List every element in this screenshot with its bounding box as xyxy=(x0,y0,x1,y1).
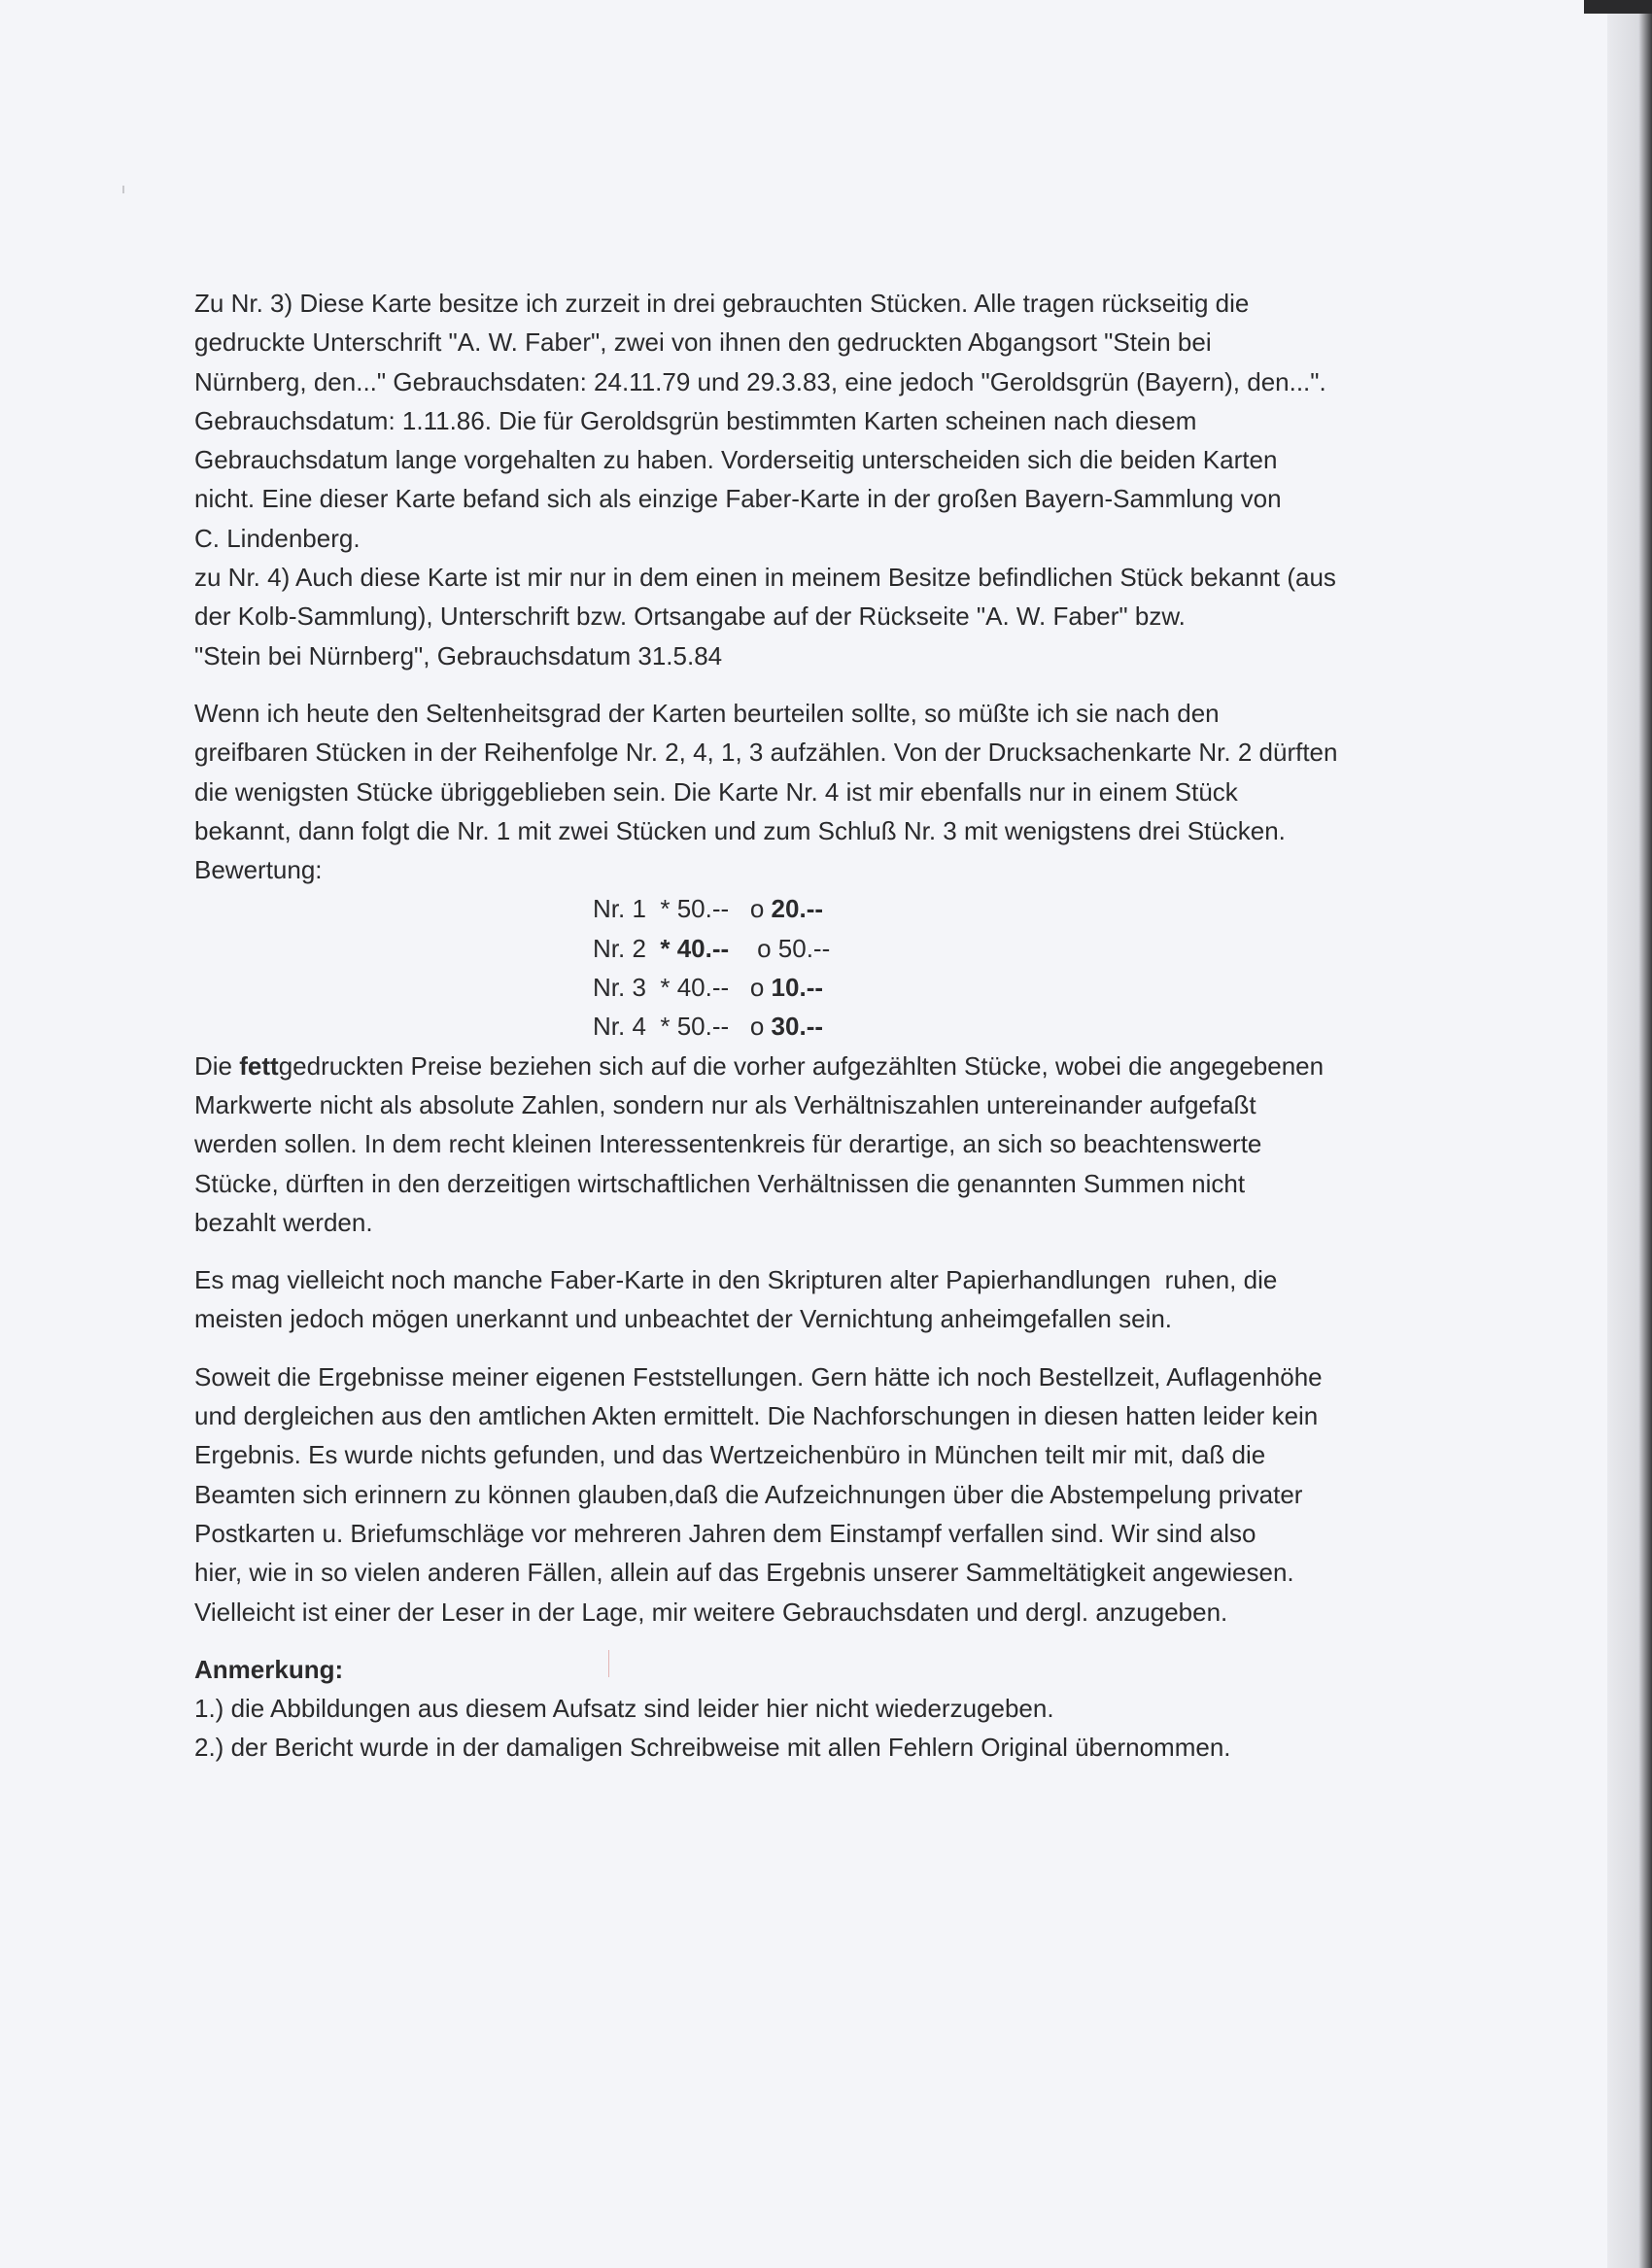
price-row xyxy=(593,1007,1448,1046)
text-run: gedruckten Preise beziehen sich auf die vorher aufgezählten Stücke, wobei die angegebenen xyxy=(278,1050,1325,1081)
text-line: hier, wie in so vielen anderen Fällen, allein auf das Ergebnis unserer Sammeltätigkeit angewiesen. xyxy=(194,1558,1294,1588)
price-used-mark: o xyxy=(749,894,772,924)
text-line: bezahlt werden. xyxy=(194,1207,373,1237)
text-line: "Stein bei Nürnberg", Gebrauchsdatum 31.5.84 xyxy=(194,640,723,670)
text-line: zu Nr. 4) Auch diese Karte ist mir nur in dem einen in meinem Besitze befindlichen Stück bekannt (aus xyxy=(194,563,1336,593)
paragraph-findings xyxy=(194,1357,1448,1632)
text-line: die wenigsten Stücke übriggeblieben sein. Die Karte Nr. 4 ist mir ebenfalls nur in einem Stück xyxy=(194,776,1238,807)
note-item: 1.) die Abbildungen aus diesem Aufsatz sind leider hier nicht wiederzugeben. xyxy=(194,1694,1054,1724)
text-line: bekannt, dann folgt die Nr. 1 mit zwei Stücken und zum Schluß Nr. 3 mit wenigstens drei Stücken. xyxy=(194,815,1286,845)
price-used: 10.-- xyxy=(771,973,824,1003)
text-line: Gebrauchsdatum lange vorgehalten zu haben. Vorderseitig unterscheiden sich die beiden Karten xyxy=(194,445,1278,475)
price-used-mark: o xyxy=(749,973,772,1003)
price-row xyxy=(593,968,1448,1007)
text-line: Stücke, dürften in den derzeitigen wirtschaftlichen Verhältnissen die genannten Summen nicht xyxy=(194,1168,1246,1198)
text-line: Es mag vielleicht noch manche Faber-Karte in den Skripturen alter Papierhandlungen ruhen, die xyxy=(194,1265,1278,1295)
price-unused: * 40.-- xyxy=(660,933,730,963)
price-unused: * 40.-- xyxy=(660,973,730,1003)
price-row xyxy=(593,889,1448,928)
paragraph-faber-karte xyxy=(194,1260,1448,1339)
scan-edge xyxy=(1607,0,1652,2268)
text-line: C. Lindenberg. xyxy=(194,523,361,553)
price-used: 30.-- xyxy=(771,1012,824,1042)
price-used: 50.-- xyxy=(777,933,831,963)
text-line: Beamten sich erinnern zu können glauben,daß die Aufzeichnungen über die Abstempelung privater xyxy=(194,1479,1303,1509)
price-nr: Nr. 2 xyxy=(593,933,646,963)
text-line: Bewertung: xyxy=(194,855,323,885)
document-page xyxy=(194,284,1448,1768)
price-unused: * 50.-- xyxy=(660,1012,730,1042)
text-line: Gebrauchsdatum: 1.11.86. Die für Geroldsgrün bestimmten Karten scheinen nach diesem xyxy=(194,405,1197,435)
scan-speck xyxy=(122,186,124,193)
note-item: 2.) der Bericht wurde in der damaligen Schreibweise mit allen Fehlern Original übernommen. xyxy=(194,1733,1231,1763)
price-used-mark: o xyxy=(749,1012,772,1042)
price-used-mark: o xyxy=(757,933,778,963)
text-line: Postkarten u. Briefumschläge vor mehreren Jahren dem Einstampf verfallen sind. Wir sind also xyxy=(194,1518,1256,1548)
text-line: Nürnberg, den..." Gebrauchsdaten: 24.11.79 und 29.3.83, eine jedoch "Geroldsgrün (Bayern), den...". xyxy=(194,366,1326,396)
price-unused: * 50.-- xyxy=(660,894,730,924)
paragraph-rarity xyxy=(194,694,1448,889)
price-used: 20.-- xyxy=(771,894,824,924)
scan-corner-shadow xyxy=(1584,0,1652,14)
text-line: Markwerte nicht als absolute Zahlen, sondern nur als Verhältniszahlen untereinander aufgefaßt xyxy=(194,1089,1256,1119)
text-run: Die xyxy=(194,1050,240,1081)
notes-section xyxy=(194,1650,1448,1768)
price-nr: Nr. 1 xyxy=(593,894,646,924)
paragraph-nr3-nr4 xyxy=(194,284,1448,675)
text-line: gedruckte Unterschrift "A. W. Faber", zwei von ihnen den gedruckten Abgangsort "Stein bei xyxy=(194,327,1212,358)
text-line: der Kolb-Sammlung), Unterschrift bzw. Ortsangabe auf der Rückseite "A. W. Faber" bzw. xyxy=(194,601,1186,632)
price-nr: Nr. 3 xyxy=(593,973,646,1003)
price-nr: Nr. 4 xyxy=(593,1012,646,1042)
price-list xyxy=(593,889,1448,1046)
text-line: werden sollen. In dem recht kleinen Interessentenkreis für derartige, an sich so beachtenswerte xyxy=(194,1129,1262,1159)
text-line: greifbaren Stücken in der Reihenfolge Nr. 2, 4, 1, 3 aufzählen. Von der Drucksachenkarte Nr. 2 dürften xyxy=(194,738,1338,768)
text-line: Ergebnis. Es wurde nichts gefunden, und das Wertzeichenbüro in München teilt mir mit, daß die xyxy=(194,1440,1266,1470)
text-line: meisten jedoch mögen unerkannt und unbeachtet der Vernichtung anheimgefallen sein. xyxy=(194,1304,1173,1334)
price-row xyxy=(593,929,1448,968)
text-line xyxy=(194,1047,1448,1085)
paragraph-bold-prices xyxy=(194,1047,1448,1242)
bold-run: fett xyxy=(239,1050,279,1081)
text-line: nicht. Eine dieser Karte befand sich als einzige Faber-Karte in der großen Bayern-Sammlung von xyxy=(194,484,1282,514)
text-line: Soweit die Ergebnisse meiner eigenen Feststellungen. Gern hätte ich noch Bestellzeit, Auflagenhöhe xyxy=(194,1361,1323,1392)
text-line: Wenn ich heute den Seltenheitsgrad der Karten beurteilen sollte, so müßte ich sie nach den xyxy=(194,698,1220,728)
text-line: Zu Nr. 3) Diese Karte besitze ich zurzeit in drei gebrauchten Stücken. Alle tragen rückseitig die xyxy=(194,289,1250,318)
text-line: Vielleicht ist einer der Leser in der Lage, mir weitere Gebrauchsdaten und dergl. anzugeben. xyxy=(194,1597,1228,1627)
text-line: und dergleichen aus den amtlichen Akten ermittelt. Die Nachforschungen in diesen hatten leider kein xyxy=(194,1401,1319,1431)
notes-heading: Anmerkung: xyxy=(194,1654,344,1684)
